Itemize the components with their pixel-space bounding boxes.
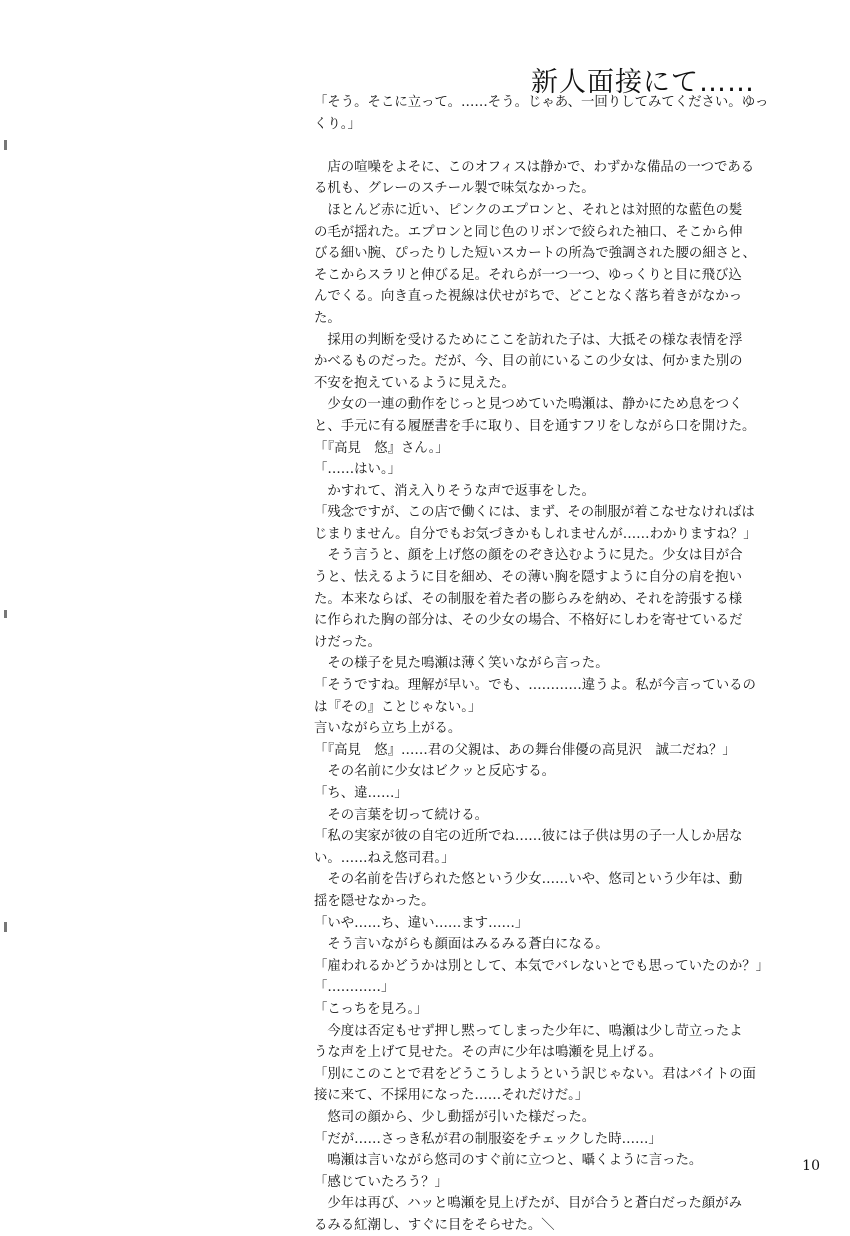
text-line: 採用の判断を受けるためにここを訪れた子は、大抵その様な表情を浮 — [314, 332, 743, 348]
text-line: る机も、グレーのスチール製で味気なかった。 — [314, 181, 595, 197]
scan-edge-mark — [4, 140, 7, 150]
text-line: その様子を見た鳴瀬は薄く笑いながら言った。 — [314, 656, 609, 672]
story-title: 新人面接にて…… — [531, 67, 755, 98]
text-line: た。 — [314, 310, 341, 326]
text-line: 「私の実家が彼の自宅の近所でね……彼には子供は男の子一人しか居な — [314, 829, 743, 845]
text-line: んでくる。向き直った視線は伏せがちで、どことなく落ち着きがなかっ — [314, 289, 743, 305]
text-line: 言いながら立ち上がる。 — [314, 721, 462, 737]
text-line: 鳴瀬は言いながら悠司のすぐ前に立つと、囁くように言った。 — [314, 1153, 703, 1169]
text-line: 「だが……さっき私が君の制服姿をチェックした時……」 — [314, 1131, 662, 1147]
text-line: 「別にこのことで君をどうこうしようという訳じゃない。君はバイトの面 — [314, 1066, 756, 1082]
text-line: は『その』ことじゃない。」 — [314, 699, 482, 715]
text-line: 「……はい。」 — [314, 462, 402, 478]
story-body — [314, 92, 774, 1236]
text-line: 少女の一連の動作をじっと見つめていた鳴瀬は、静かにため息をつく — [314, 397, 743, 413]
text-line: 「ち、違……」 — [314, 786, 408, 801]
scan-edge-mark — [4, 610, 7, 618]
text-line: に作られた胸の部分は、その少女の場合、不格好にしわを寄せているだ — [314, 613, 743, 629]
text-line: 「…………」 — [314, 980, 395, 996]
text-line: ほとんど赤に近い、ピンクのエプロンと、それとは対照的な藍色の髪 — [314, 202, 743, 218]
text-line: びる細い腕、ぴったりした短いスカートの所為で強調された腰の細さと、 — [314, 246, 756, 262]
text-line: 「残念ですが、この店で働くには、まず、その制服が着こなせなければは — [314, 505, 755, 521]
text-line: 不安を抱えているように見えた。 — [314, 375, 515, 391]
text-line: くり。」 — [314, 116, 361, 132]
text-line: 揺を隠せなかった。 — [314, 893, 435, 909]
text-line: の毛が揺れた。エプロンと同じ色のリボンで絞られた袖口、そこから伸 — [314, 224, 743, 240]
text-line: 少年は再び、ハッと鳴瀬を見上げたが、目が合うと蒼白だった顔がみ — [314, 1196, 742, 1212]
text-line: 悠司の顔から、少し動揺が引いた様だった。 — [314, 1109, 596, 1125]
paragraph-gap — [314, 135, 774, 157]
text-line: 「『高見 悠』さん。」 — [314, 440, 449, 456]
text-line: けだった。 — [314, 634, 381, 650]
page-number: 10 — [802, 1158, 820, 1174]
text-line: かべるものだった。だが、今、目の前にいるこの少女は、何かまた別の — [314, 354, 743, 370]
text-line: 「いや……ち、違い……ます……」 — [314, 915, 529, 931]
text-line: その言葉を切って続ける。 — [314, 807, 489, 823]
text-line: 「『高見 悠』……君の父親は、あの舞台俳優の高見沢 誠二だね？」 — [314, 742, 736, 758]
text-line: うと、怯えるように目を細め、その薄い胸を隠すように自分の肩を抱い — [314, 570, 742, 586]
text-line: 今度は否定もせず押し黙ってしまった少年に、鳴瀬は少し苛立ったよ — [314, 1023, 743, 1039]
text-line: うな声を上げて見せた。その声に少年は鳴瀬を見上げる。 — [314, 1045, 663, 1061]
text-line: と、手元に有る履歴書を手に取り、目を通すフリをしながら口を開けた。 — [314, 418, 756, 434]
text-line: そこからスラリと伸びる足。それらが一つ一つ、ゆっくりと目に飛び込 — [314, 267, 742, 283]
text-line: そう言いながらも顔面はみるみる蒼白になる。 — [314, 937, 609, 953]
text-line: 「感じていたろう？」 — [314, 1174, 448, 1190]
text-line: た。本来ならば、その制服を着た者の膨らみを納め、それを誇張する様 — [314, 591, 742, 607]
text-line: るみる紅潮し、すぐに目をそらせた。＼ — [314, 1217, 555, 1233]
text-line: そう言うと、顔を上げ悠の顔をのぞき込むように見た。少女は目が合 — [314, 548, 743, 564]
text-line: その名前を告げられた悠という少女……いや、悠司という少年は、動 — [314, 872, 743, 888]
text-line: その名前に少女はビクッと反応する。 — [314, 764, 556, 780]
text-line: 「そうですね。理解が早い。でも、…………違うよ。私が今言っているの — [314, 678, 756, 694]
text-line: かすれて、消え入りそうな声で返事をした。 — [314, 483, 595, 499]
text-line: じまりません。自分でもお気づきかもしれませんが……わかりますね？」 — [314, 526, 757, 542]
scan-edge-mark — [4, 922, 7, 932]
text-line: 店の喧噪をよそに、このオフィスは静かで、わずかな備品の一つである — [314, 159, 755, 175]
text-line: 「こっちを見ろ。」 — [314, 1001, 428, 1017]
text-line: 「そう。そこに立って。……そう。じゃあ、一回りしてみてください。ゆっ — [314, 95, 769, 110]
text-line: 「雇われるかどうかは別として、本気でバレないとでも思っていたのか？」 — [314, 958, 770, 974]
text-line: 接に来て、不採用になった……それだけだ。」 — [314, 1088, 589, 1104]
text-line: い。……ねえ悠司君。」 — [314, 850, 455, 866]
